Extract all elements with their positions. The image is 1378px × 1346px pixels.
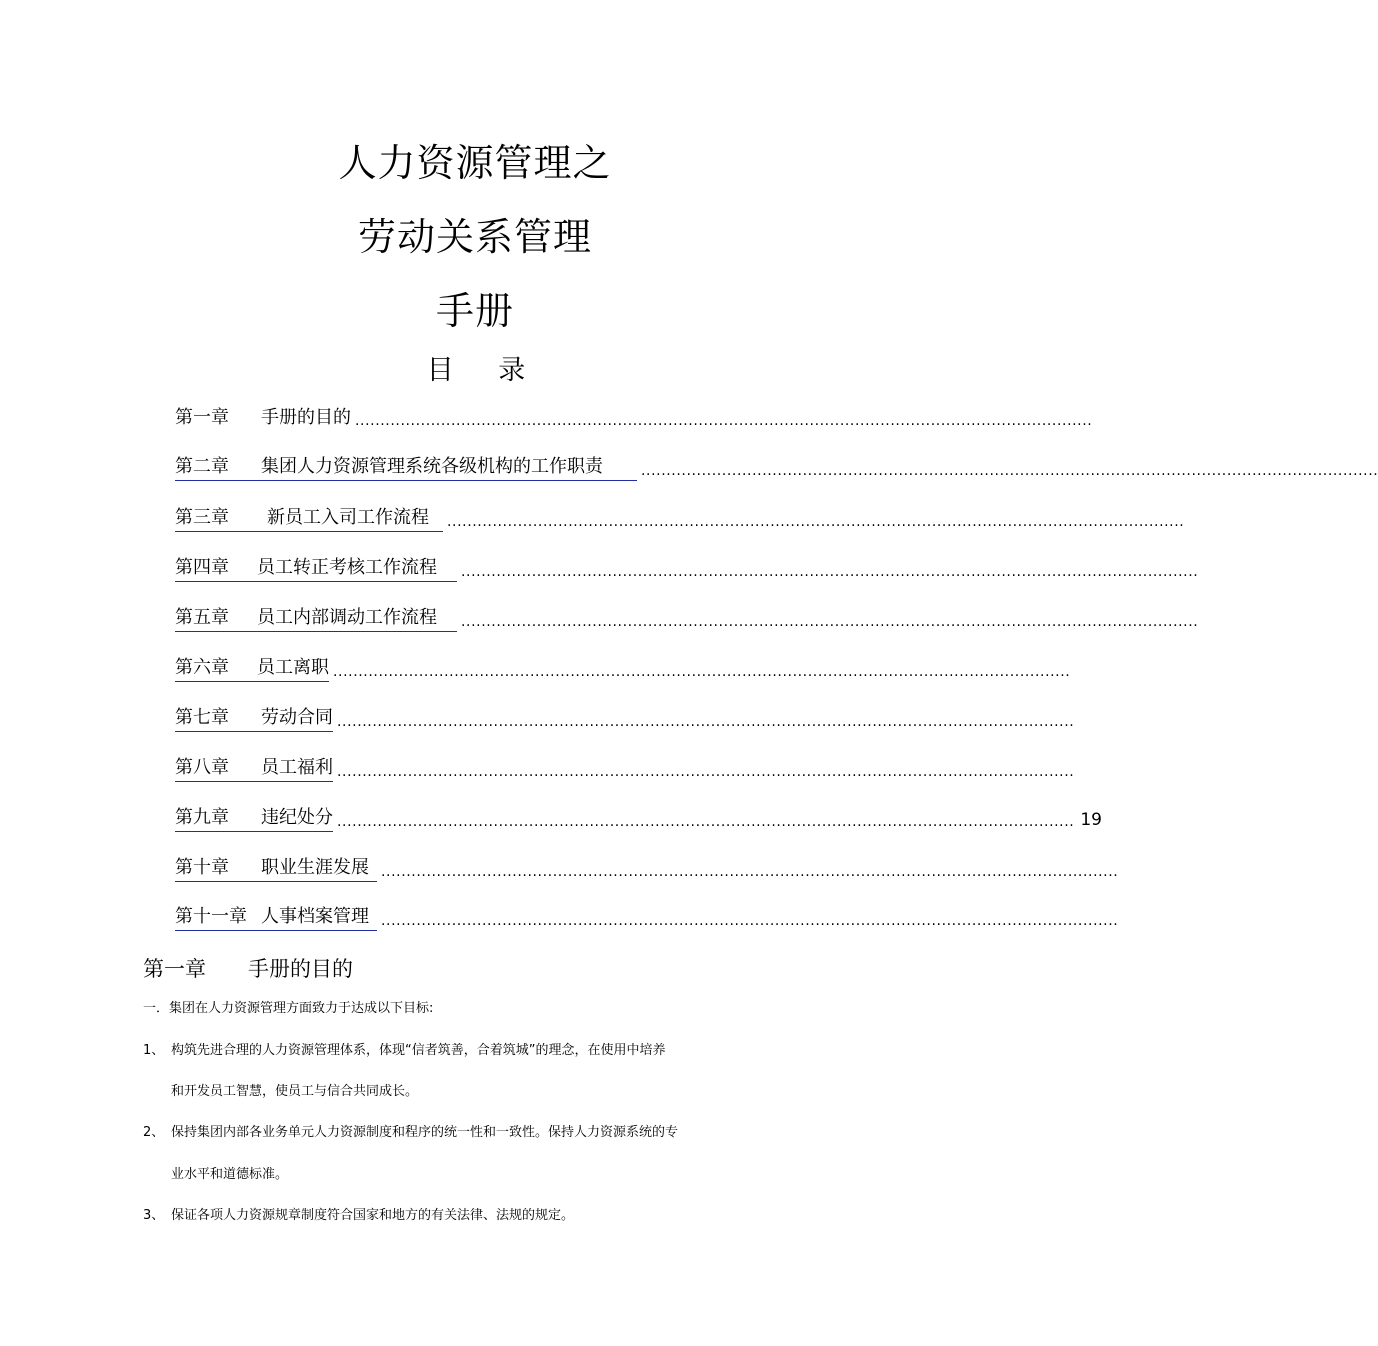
toc-leader-dots: .................................................................................................................................................. (355, 413, 1093, 429)
list-item-marker: 1、 (143, 1043, 165, 1058)
toc-entry-link[interactable] (175, 905, 377, 931)
toc-chapter-number: 第三章 (175, 507, 229, 528)
toc-entry[interactable] (175, 455, 1378, 481)
toc-chapter-number: 第五章 (175, 607, 229, 628)
toc-chapter-title: 员工内部调动工作流程 (257, 607, 437, 628)
toc-entry[interactable] (175, 506, 1185, 532)
toc-entry[interactable] (175, 756, 1075, 782)
toc-chapter-title: 人事档案管理 (261, 906, 369, 927)
toc-leader-dots: .................................................................................................................................................. (461, 564, 1199, 580)
toc-chapter-title: 新员工入司工作流程 (267, 507, 429, 528)
toc-chapter-title: 违纪处分 (261, 807, 333, 828)
toc-page-number: 19 (1080, 810, 1102, 830)
toc-chapter-title: 集团人力资源管理系统各级机构的工作职责 (261, 456, 603, 477)
toc-chapter-title: 手册的目的 (261, 407, 351, 428)
toc-entry[interactable] (175, 656, 1071, 682)
toc-entry-link[interactable] (175, 806, 333, 832)
toc-chapter-number: 第一章 (175, 407, 229, 428)
toc-leader-dots: .................................................................................................................................................. (333, 664, 1071, 680)
toc-chapter-number: 第二章 (175, 456, 229, 477)
chapter-title: 手册的目的 (248, 957, 353, 981)
toc-chapter-title: 员工福利 (261, 757, 333, 778)
toc-chapter-number: 第四章 (175, 557, 229, 578)
list-item (143, 1124, 678, 1142)
toc-entry-link[interactable] (175, 706, 333, 732)
toc-leader-dots: .................................................................................................................................................. (381, 864, 1119, 880)
toc-chapter-title: 职业生涯发展 (261, 857, 369, 878)
toc-chapter-number: 第十一章 (175, 906, 247, 927)
toc-entry[interactable] (175, 856, 1119, 882)
toc-entry-link[interactable] (175, 406, 351, 431)
toc-leader-dots: .................................................................................................................................................. (337, 714, 1075, 730)
list-item-continuation: 业水平和道德标准。 (171, 1167, 289, 1182)
list-item-text: 构筑先进合理的人力资源管理体系，体现“信者筑善，合着筑城”的理念，在使用中培养 (171, 1043, 666, 1058)
toc-entry[interactable] (175, 606, 1199, 632)
toc-entry-link[interactable] (175, 856, 377, 882)
toc-chapter-number: 第七章 (175, 707, 229, 728)
toc-chapter-number: 第十章 (175, 857, 229, 878)
toc-entry-link[interactable] (175, 455, 637, 481)
chapter-number: 第一章 (143, 957, 206, 981)
toc-leader-dots: .................................................................................................................................................. (641, 463, 1378, 479)
toc-chapter-number: 第六章 (175, 657, 229, 678)
toc-leader-dots: .................................................................................................................................................. (381, 913, 1119, 929)
toc-leader-dots: .................................................................................................................................................. (461, 614, 1199, 630)
chapter-heading (143, 955, 353, 983)
toc-chapter-title: 劳动合同 (261, 707, 333, 728)
toc-entry[interactable] (175, 405, 1093, 431)
list-item-continuation: 和开发员工智慧，使员工与信合共同成长。 (171, 1084, 419, 1099)
list-item (143, 1042, 665, 1060)
list-item-text: 保持集团内部各业务单元人力资源制度和程序的统一性和一致性。保持人力资源系统的专 (171, 1125, 679, 1140)
toc-entry[interactable] (175, 706, 1075, 732)
toc-leader-dots: .................................................................................................................................................. (447, 514, 1185, 530)
toc-leader-dots: .................................................................................................................................................. (337, 764, 1075, 780)
toc-entry[interactable] (175, 806, 1102, 832)
toc-entry-link[interactable] (175, 556, 457, 582)
list-item-marker: 2、 (143, 1125, 165, 1140)
toc-entry-link[interactable] (175, 606, 457, 632)
document-title-line-2: 劳动关系管理 (357, 215, 592, 259)
list-item-marker: 3、 (143, 1208, 165, 1223)
list-item-text: 保证各项人力资源规章制度符合国家和地方的有关法律、法规的规定。 (171, 1208, 575, 1223)
toc-chapter-number: 第九章 (175, 807, 229, 828)
toc-heading: 目 录 (426, 355, 544, 386)
document-title-line-3: 手册 (435, 289, 514, 333)
toc-entry-link[interactable] (175, 506, 443, 532)
toc-entry[interactable] (175, 556, 1199, 582)
toc-entry-link[interactable] (175, 756, 333, 782)
toc-chapter-number: 第八章 (175, 757, 229, 778)
intro-paragraph: 一．集团在人力资源管理方面致力于达成以下目标: (143, 1001, 434, 1016)
toc-entry-link[interactable] (175, 656, 329, 682)
toc-chapter-title: 员工离职 (257, 657, 329, 678)
toc-chapter-title: 员工转正考核工作流程 (257, 557, 437, 578)
toc-leader-dots: .................................................................................................................................................. (337, 814, 1075, 830)
document-title-line-1: 人力资源管理之 (338, 141, 612, 185)
toc-entry[interactable] (175, 905, 1119, 931)
list-item (143, 1207, 574, 1225)
